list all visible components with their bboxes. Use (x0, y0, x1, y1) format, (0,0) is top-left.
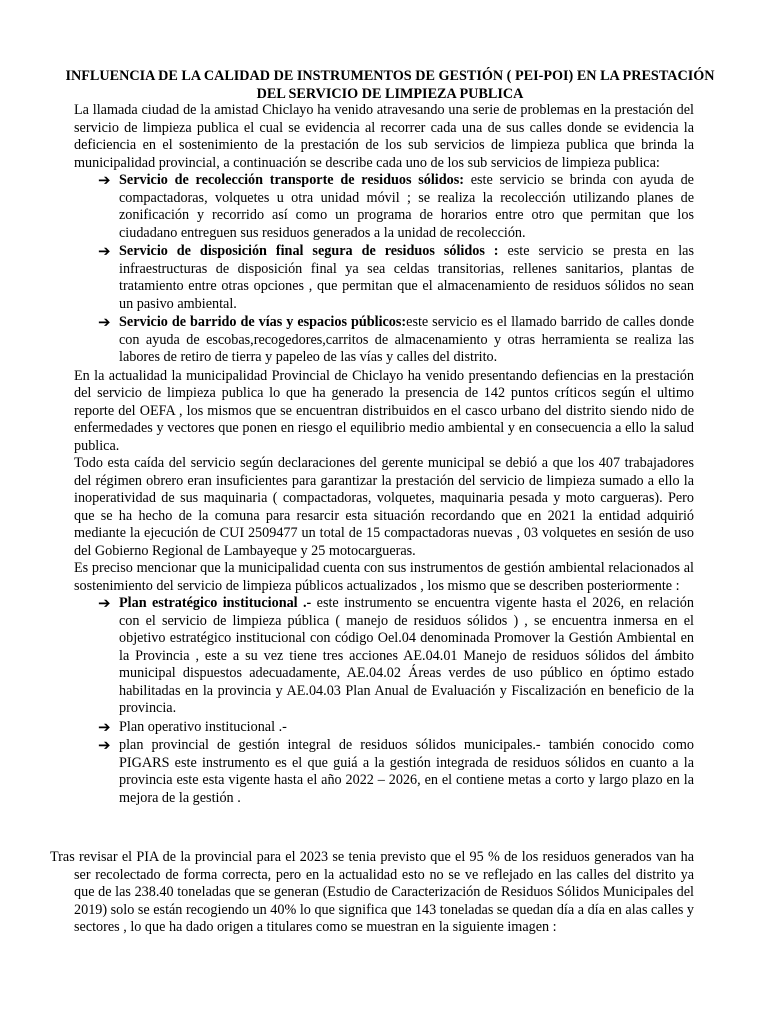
list-item (74, 595, 694, 718)
instrument-text: este instrumento se encuentra vigente hasta el 2026, en relación con el servicio de limpieza pública ( manejo de residuos sólidos ) , se encuentra inmersa en el objetivo estratégico institucional con código Oel.04 denominada Promover la Gestión Ambiental en la Provincia , este a su vez tiene tres acciones AE.04.01 Manejo de residuos sólidos del ámbito municipal dispuestos adecuadamente, AE.04.02 Áreas verdes de uso público en óptimo estado habilitadas en la provincia y AE.04.03 Plan Anual de Evaluación y Fiscalización en beneficio de la provincia. (119, 595, 694, 716)
service-text: este servicio se brinda con ayuda de compactadoras, volquetes u otra unidad móvil ; se realiza la recolección utilizando planes de zonificación y recorrido así como un programa de horarios entre otro que permitan que los ciudadano entreguen sus residuos generados a la unidad de recolección. (119, 172, 694, 241)
service-text: este servicio se presta en las infraestructuras de disposición final ya sea celdas transitorias, rellenes sanitarios, plantas de tratamiento entre otras opciones , que permitan que el almacenamiento de residuos sólidos no sean un pasivo ambiental. (119, 243, 694, 312)
instrument-heading: Plan estratégico institucional .- (119, 595, 312, 611)
instruments-list (74, 595, 694, 807)
document-title: INFLUENCIA DE LA CALIDAD DE INSTRUMENTOS DE GESTIÓN ( PEI-POI) EN LA PRESTACIÓN DEL SERVICIO DE LIMPIEZA PUBLICA (65, 68, 715, 102)
paragraph-instruments-intro: Es preciso mencionar que la municipalidad cuenta con sus instrumentos de gestión ambiental relacionados al sostenimiento del servicio de limpieza públicos actualizados , los mismo que se describen posteriormente : (74, 560, 694, 594)
arrow-right-icon: ➔ (98, 242, 111, 260)
intro-paragraph: La llamada ciudad de la amistad Chiclayo ha venido atravesando una serie de problemas en la prestación del servicio de limpieza publica el cual se evidencia al recorrer cada una de sus calles donde se evidencia la deficiencia en el sostenimiento de la prestación de los sub servicios de limpieza publica que brinda la municipalidad provincial, a continuación se describe cada uno de los sub servicios de limpieza publica: (74, 102, 694, 171)
list-item (74, 314, 694, 367)
list-item (74, 737, 694, 807)
services-list (74, 172, 694, 367)
instrument-text: plan provincial de gestión integral de residuos sólidos municipales.- también conocido como PIGARS este instrumento es el que guiá a la gestión integrada de residuos sólidos en cuanto a la provincia este esta vigente hasta el año 2022 – 2026, en el contiene metas a corto y largo plazo en la mejora de la gestión . (119, 737, 694, 806)
list-item (74, 172, 694, 242)
list-item (74, 719, 694, 737)
service-heading: Servicio de disposición final segura de residuos sólidos : (119, 243, 499, 259)
service-heading: Servicio de barrido de vías y espacios públicos: (119, 314, 407, 330)
paragraph-critical-points: En la actualidad la municipalidad Provincial de Chiclayo ha venido presentando defiencias en la prestación del servicio de limpieza publica lo que ha generado la presencia de 142 puntos críticos según el ultimo reporte del OEFA , los mismos que se encuentran distribuidos en el casco urbano del distrito siendo nido de enfermedades y vectores que ponen en riesgo el equilibrio medio ambiental y en consecuencia a ello la salud publica. (74, 367, 694, 454)
instrument-text: Plan operativo institucional .- (119, 718, 287, 735)
arrow-right-icon: ➔ (98, 717, 111, 736)
arrow-right-icon: ➔ (98, 736, 111, 754)
closing-section (50, 849, 694, 937)
service-text: este servicio es el llamado barrido de calles donde con ayuda de escobas,recogedores,carritos de almacenamiento y otras herramienta se realiza las labores de retiro de tierra y papeleo de las vías y calles del distrito. (119, 314, 695, 365)
closing-paragraph: Tras revisar el PIA de la provincial para el 2023 se tenia previsto que el 95 % de los residuos generados van ha ser recolectado de forma correcta, pero en la actualidad esto no se ve reflejado en las calles del distrito ya que de las 238.40 toneladas que se generan (Estudio de Caracterización de Residuos Sólidos Municipales del 2019) solo se están recogiendo un 40% lo que significa que 143 toneladas se quedan día a día en alas calles y sectores , lo que ha dado origen a titulares como se muestran en la siguiente imagen : (50, 849, 694, 935)
paragraph-service-decline: Todo esta caída del servicio según declaraciones del gerente municipal se debió a que los 407 trabajadores del régimen obrero eran insuficientes para garantizar la prestación del servicio de limpieza sumado a ello la inoperatividad de sus maquinaria ( compactadoras, volquetes, maquinaria pesada y moto cargueras). Pero que se ha hecho de la comuna para resarcir esta situación recordando que en 2021 la entidad adquirió mediante la ejecución de CUI 2509477 un total de 15 compactadoras nuevas , 03 volquetes en sesión de uso del Gobierno Regional de Lambayeque y 25 motocargueras. (74, 455, 694, 559)
arrow-right-icon: ➔ (98, 171, 111, 189)
document-body (74, 102, 694, 808)
arrow-right-icon: ➔ (98, 313, 111, 331)
service-heading: Servicio de recolección transporte de residuos sólidos: (119, 172, 464, 188)
list-item (74, 243, 694, 313)
arrow-right-icon: ➔ (98, 594, 111, 612)
